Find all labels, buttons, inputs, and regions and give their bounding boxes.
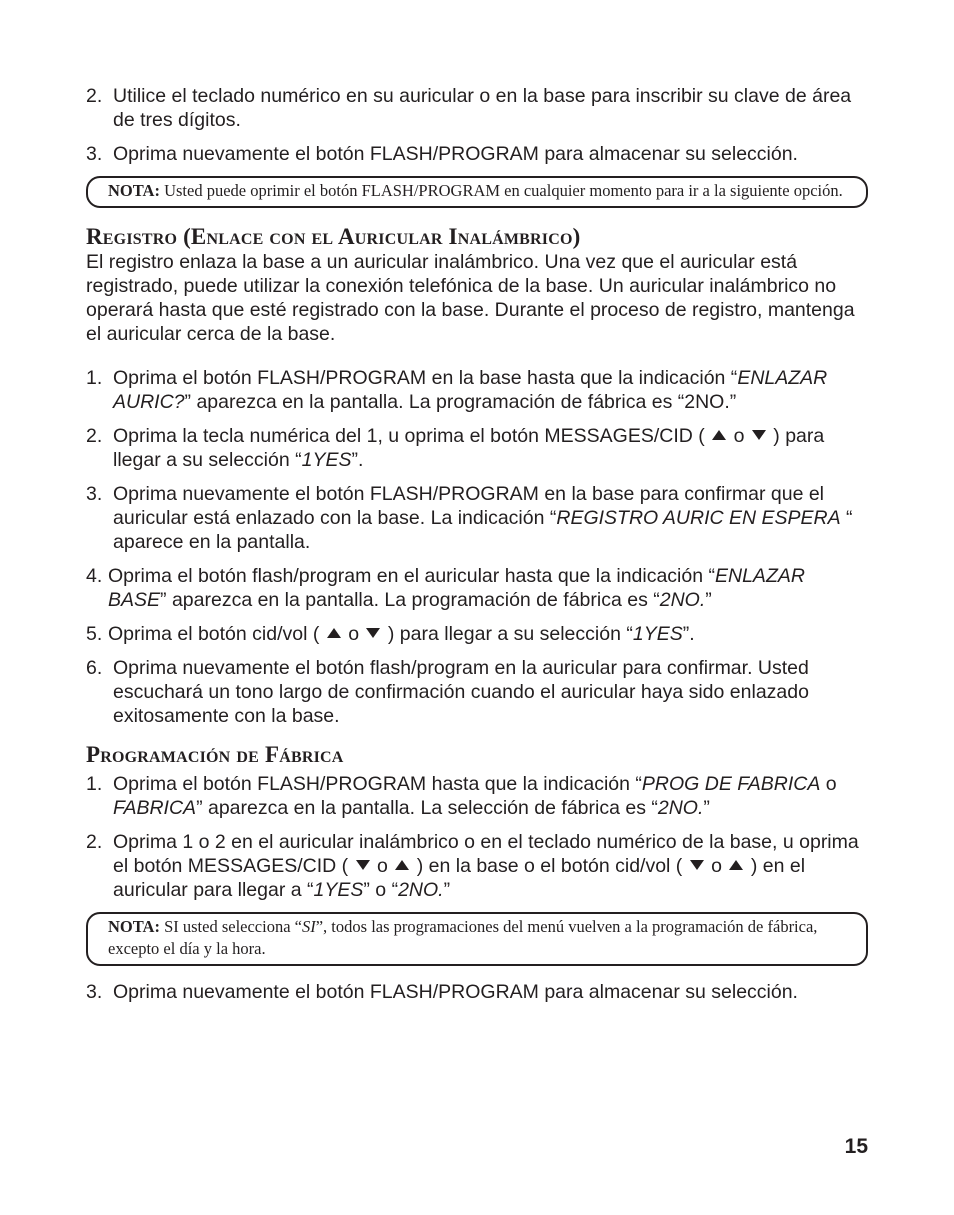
section-paragraph: El registro enlaza la base a un auricular inalámbrico. Una vez que el auricular está registrado, puede utilizar la conexión telefónica de la base. Un auricular inalámbrico no operará hasta que esté registrado con la base. Durante el proceso de registro, mantenga el auricular cerca de la base. xyxy=(86,251,855,345)
up-triangle-icon xyxy=(712,430,726,440)
page-number: 15 xyxy=(844,1135,868,1158)
list-item: 3. Oprima nuevamente el botón FLASH/PROGRAM para almacenar su selección. xyxy=(86,143,798,165)
note-label: NOTA: xyxy=(108,917,160,936)
note-box: NOTA: SI usted selecciona “SI”, todos las programaciones del menú vuelven a la programación de fábrica, excepto el día y la hora. xyxy=(86,912,868,966)
section-heading-programacion: Programación de Fábrica xyxy=(86,742,344,767)
down-triangle-icon xyxy=(752,430,766,440)
list-item: 1. Oprima el botón FLASH/PROGRAM hasta que la indicación “PROG DE FABRICA o FABRICA” aparezca en la pantalla. La selección de fábrica es “2NO.” xyxy=(86,773,837,819)
down-triangle-icon xyxy=(356,860,370,870)
note-text: Usted puede oprimir el botón FLASH/PROGRAM en cualquier momento para ir a la siguiente opción. xyxy=(164,181,843,200)
list-item: 2. Oprima 1 o 2 en el auricular inalámbrico o en el teclado numérico de la base, u oprima el botón MESSAGES/CID ( o ) en la base o el botón cid/vol ( o ) en el auricular para llegar a “1YES” o “2NO.” xyxy=(86,831,859,901)
list-item: 3. Oprima nuevamente el botón FLASH/PROGRAM para almacenar su selección. xyxy=(86,981,798,1003)
list-item: 5. Oprima el botón cid/vol ( o ) para llegar a su selección “1YES”. xyxy=(86,623,695,645)
down-triangle-icon xyxy=(690,860,704,870)
up-triangle-icon xyxy=(729,860,743,870)
page-content xyxy=(86,84,868,1014)
list-item: 2. Oprima la tecla numérica del 1, u oprima el botón MESSAGES/CID ( o ) para llegar a su selección “1YES”. xyxy=(86,425,825,471)
up-triangle-icon xyxy=(327,628,341,638)
list-item: 4. Oprima el botón flash/program en el auricular hasta que la indicación “ENLAZAR BASE” aparezca en la pantalla. La programación de fábrica es “2NO.” xyxy=(86,565,805,611)
note-box xyxy=(86,176,868,208)
list-item: 1. Oprima el botón FLASH/PROGRAM en la base hasta que la indicación “ENLAZAR AURIC?” aparezca en la pantalla. La programación de fábrica es “2NO.” xyxy=(86,367,828,413)
list-item: 2. Utilice el teclado numérico en su auricular o en la base para inscribir su clave de área de tres dígitos. xyxy=(86,85,852,131)
list-item: 6. Oprima nuevamente el botón flash/program en la auricular para confirmar. Usted escuchará un tono largo de confirmación cuando el auricular haya sido enlazado exitosamente con la base. xyxy=(86,657,809,727)
list-item: 3. Oprima nuevamente el botón FLASH/PROGRAM en la base para confirmar que el auricular está enlazado con la base. La indicación “REGISTRO AURIC EN ESPERA “ aparece en la pantalla. xyxy=(86,483,853,553)
down-triangle-icon xyxy=(366,628,380,638)
note-label: NOTA: xyxy=(108,181,160,200)
section-heading-registro: Registro (Enlace con el Auricular Inalámbrico) xyxy=(86,224,581,249)
up-triangle-icon xyxy=(395,860,409,870)
